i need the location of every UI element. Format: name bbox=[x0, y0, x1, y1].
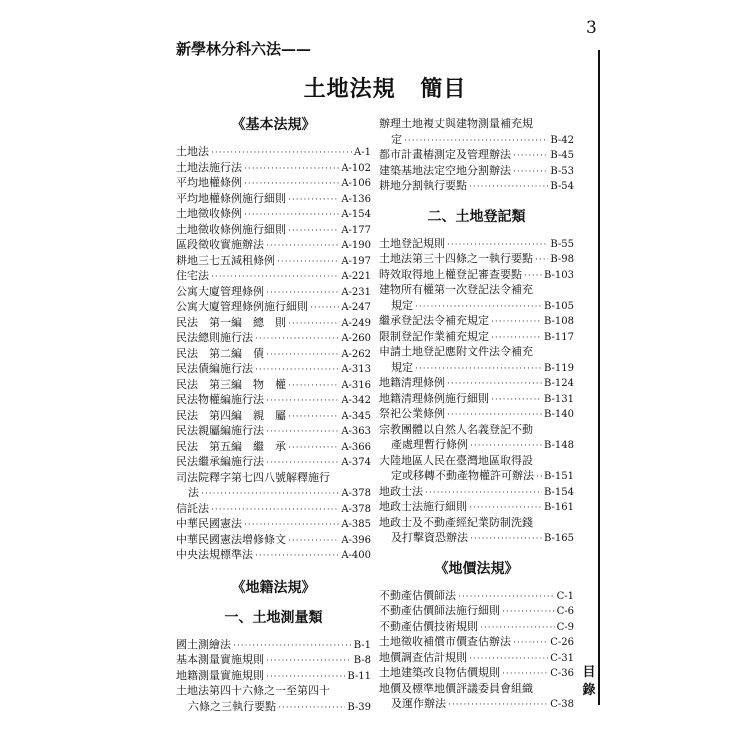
toc-entry-title: 土地法第三十四條之一執行要點 bbox=[379, 252, 533, 265]
toc-entry bbox=[379, 696, 574, 712]
toc-entry-page-code: C-26 bbox=[550, 637, 574, 648]
toc-entry-page-code: C-36 bbox=[550, 668, 574, 679]
toc-entry-title: 民法 第一編 總 則 bbox=[176, 315, 286, 329]
toc-entry-title: 信託法 bbox=[176, 501, 209, 515]
toc-entry bbox=[176, 377, 371, 393]
toc-entry-title: 時效取得地上權登記審查要點 bbox=[379, 267, 522, 281]
toc-entry-page-code: B-45 bbox=[550, 150, 574, 161]
toc-entry-page-code: B-54 bbox=[550, 181, 574, 192]
toc-entry-title: 建物所有權第一次登記法令補充 bbox=[379, 283, 533, 296]
toc-entry-title: 申請土地登記應附文件法令補充 bbox=[379, 345, 533, 358]
toc-entry bbox=[176, 439, 371, 455]
toc-entry-title: 區段徵收實施辦法 bbox=[176, 238, 264, 251]
toc-entry-page-code: A-221 bbox=[341, 271, 371, 282]
toc-entry bbox=[379, 147, 574, 163]
subsection-title-registration: 二、土地登記類 bbox=[427, 208, 526, 225]
toc-leader-dots bbox=[288, 224, 339, 240]
toc-leader-dots bbox=[288, 193, 339, 209]
toc-entry-title: 民法總則施行法 bbox=[176, 331, 253, 344]
toc-entry-page-code: A-366 bbox=[341, 441, 371, 453]
section-title-cadastral-laws: 《地籍法規》 bbox=[231, 579, 316, 596]
toc-entry-page-code: C-1 bbox=[556, 590, 574, 602]
toc-entry bbox=[379, 360, 574, 376]
toc-entry-title: 耕地三七五減租條例 bbox=[176, 253, 275, 267]
toc-entry bbox=[176, 532, 371, 548]
toc-entry-page-code: B-1 bbox=[353, 639, 371, 651]
toc-entry-title: 宗教團體以自然人名義登記不動 bbox=[379, 422, 533, 436]
toc-entry-page-code: A-260 bbox=[341, 333, 371, 344]
toc-entry bbox=[379, 375, 574, 391]
toc-entry-page-code: B-39 bbox=[347, 701, 371, 713]
toc-leader-dots bbox=[266, 654, 352, 670]
toc-entry bbox=[176, 144, 371, 160]
toc-entry bbox=[176, 315, 371, 331]
toc-entry bbox=[176, 501, 371, 517]
toc-entry bbox=[176, 408, 371, 424]
toc-entry bbox=[379, 468, 574, 484]
toc-entry bbox=[379, 236, 574, 252]
toc-entry-title: 民法債編施行法 bbox=[176, 362, 253, 375]
toc-entry-title: 土地徵收條例施行細則 bbox=[176, 222, 286, 236]
toc-entry bbox=[379, 603, 574, 619]
toc-leader-dots bbox=[310, 301, 339, 317]
toc-entry-page-code: B-154 bbox=[544, 486, 574, 498]
toc-entry-page-code: A-378 bbox=[341, 488, 371, 499]
toc-entry-page-code: B-151 bbox=[544, 471, 574, 482]
toc-entry-page-code: C-38 bbox=[550, 699, 574, 710]
toc-entry-page-code: A-385 bbox=[341, 519, 371, 530]
toc-entry-page-code: B-53 bbox=[550, 165, 574, 177]
survey-laws-list bbox=[176, 637, 371, 715]
toc-entry-page-code: B-165 bbox=[544, 533, 574, 544]
toc-entry bbox=[379, 422, 574, 438]
toc-entry bbox=[176, 516, 371, 532]
toc-entry bbox=[176, 699, 371, 715]
toc-entry-title: 土地徵收條例 bbox=[176, 207, 242, 220]
toc-entry-title: 都市計畫樁測定及管理辦法 bbox=[379, 148, 511, 161]
toc-entry-page-code: B-98 bbox=[550, 254, 574, 265]
toc-entry-title: 不動產估價師法施行細則 bbox=[379, 604, 500, 617]
toc-entry-page-code: A-374 bbox=[341, 457, 371, 468]
page-title bbox=[0, 72, 750, 103]
toc-entry bbox=[379, 484, 574, 500]
toc-entry bbox=[379, 406, 574, 422]
toc-entry bbox=[379, 681, 574, 697]
toc-entry-title: 民法繼承編施行法 bbox=[176, 455, 264, 468]
toc-entry bbox=[176, 485, 371, 501]
toc-entry-page-code: A-363 bbox=[341, 426, 371, 437]
toc-entry-page-code: A-313 bbox=[341, 364, 371, 375]
toc-leader-dots bbox=[288, 317, 339, 333]
toc-entry-page-code: A-345 bbox=[341, 410, 371, 422]
toc-entry-title: 地價及標準地價評議委員會組織 bbox=[379, 681, 533, 695]
toc-entry-title: 司法院釋字第七四八號解釋施行 bbox=[176, 470, 330, 484]
toc-entry-title: 民法物權編施行法 bbox=[176, 393, 264, 406]
toc-entry bbox=[176, 683, 371, 699]
toc-entry-title: 辦理土地複丈與建物測量補充規 bbox=[379, 117, 533, 130]
toc-entry-title: 六條之三執行要點 bbox=[188, 699, 276, 713]
toc-entry-title: 中華民國憲法增修條文 bbox=[176, 532, 286, 546]
toc-entry-page-code: B-108 bbox=[544, 316, 574, 327]
survey-laws-list-continued bbox=[379, 116, 574, 194]
toc-entry-page-code: B-124 bbox=[544, 378, 574, 389]
toc-entry bbox=[176, 346, 371, 362]
toc-leader-dots bbox=[288, 379, 339, 395]
toc-entry-page-code: A-342 bbox=[341, 395, 371, 406]
basic-laws-list bbox=[176, 144, 371, 563]
toc-entry-page-code: B-148 bbox=[544, 440, 574, 451]
toc-entry-title: 土地法施行法 bbox=[176, 160, 242, 174]
toc-leader-dots bbox=[448, 698, 548, 714]
toc-entry bbox=[176, 191, 371, 207]
toc-entry bbox=[379, 298, 574, 314]
toc-entry bbox=[176, 470, 371, 486]
toc-entry-title: 土地登記規則 bbox=[379, 236, 445, 250]
toc-entry bbox=[379, 619, 574, 635]
toc-entry bbox=[379, 650, 574, 666]
toc-entry-title: 土地徵收補償市價查估辦法 bbox=[379, 635, 511, 648]
section-title-land-value-laws: 《地價法規》 bbox=[434, 560, 519, 577]
toc-entry-page-code: A-177 bbox=[341, 224, 371, 236]
toc-entry-page-code: B-8 bbox=[353, 655, 371, 666]
toc-entry-title: 地價調查估計規則 bbox=[379, 650, 467, 664]
toc-entry-page-code: A-190 bbox=[341, 240, 371, 251]
toc-entry-title: 國土測繪法 bbox=[176, 637, 231, 651]
toc-entry bbox=[176, 160, 371, 176]
toc-entry bbox=[379, 163, 574, 179]
toc-entry-title: 住宅法 bbox=[176, 269, 209, 282]
toc-entry-page-code: B-161 bbox=[544, 502, 574, 513]
right-column bbox=[379, 116, 574, 712]
toc-entry-page-code: A-102 bbox=[341, 162, 371, 174]
toc-entry-page-code: B-11 bbox=[347, 670, 371, 682]
toc-entry bbox=[176, 284, 371, 300]
toc-leader-dots bbox=[288, 534, 339, 550]
toc-entry-page-code: A-378 bbox=[341, 503, 371, 515]
toc-leader-dots bbox=[288, 441, 339, 457]
toc-entry-title: 建築基地法定空地分割辦法 bbox=[379, 163, 511, 177]
left-column bbox=[176, 114, 371, 714]
toc-entry bbox=[176, 222, 371, 238]
toc-leader-dots bbox=[278, 701, 345, 717]
toc-entry bbox=[379, 515, 574, 531]
toc-entry-page-code: C-31 bbox=[550, 652, 574, 664]
toc-leader-dots bbox=[244, 162, 339, 178]
toc-entry-page-code: A-262 bbox=[341, 348, 371, 360]
toc-entry bbox=[176, 668, 371, 684]
toc-entry-page-code: B-140 bbox=[544, 409, 574, 420]
toc-entry bbox=[176, 253, 371, 269]
toc-entry-title: 祭祀公業條例 bbox=[379, 407, 445, 420]
toc-entry-page-code: A-249 bbox=[341, 317, 371, 329]
toc-entry-title: 地籍清理條例施行細則 bbox=[379, 391, 489, 405]
toc-entry-title: 土地建築改良物估價規則 bbox=[379, 666, 500, 679]
toc-entry-title: 民法 第四編 親 屬 bbox=[176, 408, 286, 422]
toc-leader-dots bbox=[513, 149, 548, 165]
toc-entry-title: 土地法第四十六條之一至第四十 bbox=[176, 684, 330, 697]
toc-entry-page-code: B-103 bbox=[544, 269, 574, 281]
page-title-part2: 簡目 bbox=[420, 76, 467, 102]
toc-entry-title: 地籍清理條例 bbox=[379, 376, 445, 389]
subsection-title-survey: 一、土地測量類 bbox=[224, 609, 323, 626]
toc-leader-dots bbox=[535, 253, 548, 269]
toc-entry bbox=[379, 588, 574, 604]
toc-entry-title: 法 bbox=[188, 486, 199, 499]
toc-entry-title: 地政士法 bbox=[379, 484, 423, 498]
toc-entry bbox=[379, 251, 574, 267]
toc-entry-title: 中華民國憲法 bbox=[176, 517, 242, 530]
toc-leader-dots bbox=[470, 532, 542, 548]
toc-entry bbox=[176, 652, 371, 668]
toc-entry-page-code: B-119 bbox=[544, 362, 574, 374]
toc-leader-dots bbox=[277, 255, 339, 271]
toc-entry-page-code: A-1 bbox=[354, 147, 371, 158]
toc-entry-page-code: B-42 bbox=[550, 134, 574, 146]
right-rule bbox=[598, 50, 600, 705]
toc-entry bbox=[379, 282, 574, 298]
toc-entry-page-code: A-136 bbox=[341, 193, 371, 205]
toc-entry-title: 平均地權條例施行細則 bbox=[176, 191, 286, 205]
toc-entry-title: 民法 第二編 債 bbox=[176, 346, 264, 360]
side-tab-char-1: 目 bbox=[582, 665, 596, 680]
toc-entry-title: 產處理暫行條例 bbox=[391, 438, 468, 451]
toc-entry bbox=[379, 453, 574, 469]
toc-entry-title: 規定 bbox=[391, 298, 413, 312]
toc-entry-page-code: A-400 bbox=[341, 550, 371, 561]
toc-entry-title: 公寓大廈管理條例 bbox=[176, 284, 264, 298]
toc-entry-title: 及打擊資恐辦法 bbox=[391, 531, 468, 544]
toc-leader-dots bbox=[255, 549, 339, 565]
toc-leader-dots bbox=[469, 180, 548, 196]
toc-leader-dots bbox=[491, 393, 542, 409]
toc-entry bbox=[379, 344, 574, 360]
toc-entry-page-code: B-117 bbox=[544, 331, 574, 343]
toc-entry-title: 大陸地區人民在臺灣地區取得設 bbox=[379, 453, 533, 467]
side-tab-char-2: 錄 bbox=[582, 683, 596, 698]
section-title-basic-laws: 《基本法規》 bbox=[231, 117, 316, 133]
toc-entry-page-code: B-55 bbox=[550, 238, 574, 250]
toc-leader-dots bbox=[255, 332, 339, 348]
toc-entry bbox=[176, 637, 371, 653]
toc-entry-title: 不動產估價師法 bbox=[379, 588, 456, 602]
toc-entry bbox=[176, 547, 371, 563]
toc-entry-title: 公寓大廈管理條例施行細則 bbox=[176, 300, 308, 313]
toc-entry-title: 不動產估價技術規則 bbox=[379, 619, 478, 633]
toc-entry bbox=[379, 499, 574, 515]
toc-leader-dots bbox=[513, 165, 548, 181]
toc-entry-title: 繼承登記法令補充規定 bbox=[379, 314, 489, 327]
toc-entry-page-code: C-6 bbox=[556, 606, 574, 617]
toc-entry bbox=[379, 178, 574, 194]
toc-entry bbox=[379, 329, 574, 345]
toc-entry-page-code: A-106 bbox=[341, 178, 371, 189]
toc-entry-page-code: A-396 bbox=[341, 534, 371, 546]
toc-leader-dots bbox=[201, 487, 339, 503]
toc-entry-title: 地政士法施行細則 bbox=[379, 500, 467, 513]
toc-entry bbox=[379, 665, 574, 681]
toc-entry-title: 地籍測量實施規則 bbox=[176, 668, 264, 682]
toc-entry bbox=[176, 330, 371, 346]
toc-entry-title: 基本測量實施規則 bbox=[176, 653, 264, 666]
land-value-laws-list bbox=[379, 588, 574, 712]
toc-entry bbox=[176, 237, 371, 253]
toc-entry-title: 民法親屬編施行法 bbox=[176, 424, 264, 437]
toc-leader-dots bbox=[491, 315, 542, 331]
toc-entry-title: 及運作辦法 bbox=[391, 697, 446, 710]
toc-entry-title: 地政士及不動產經紀業防制洗錢 bbox=[379, 515, 533, 529]
page-number: 3 bbox=[586, 18, 597, 38]
series-title: 新學林分科六法—— bbox=[176, 40, 312, 58]
toc-entry-title: 限制登記作業補充規定 bbox=[379, 329, 489, 343]
toc-entry-page-code: A-197 bbox=[341, 255, 371, 267]
toc-entry-page-code: C-9 bbox=[556, 621, 574, 633]
toc-leader-dots bbox=[536, 470, 542, 486]
toc-entry bbox=[176, 299, 371, 315]
toc-entry-title: 中央法規標準法 bbox=[176, 548, 253, 561]
toc-leader-dots bbox=[288, 410, 339, 426]
toc-entry-page-code: A-231 bbox=[341, 286, 371, 298]
toc-leader-dots bbox=[513, 636, 548, 652]
toc-entry-title: 定或移轉不動產物權許可辦法 bbox=[391, 469, 534, 482]
toc-entry bbox=[379, 267, 574, 283]
toc-entry-title: 土地法 bbox=[176, 145, 209, 158]
toc-entry bbox=[176, 268, 371, 284]
toc-entry bbox=[176, 175, 371, 191]
toc-entry bbox=[379, 437, 574, 453]
toc-leader-dots bbox=[502, 605, 555, 621]
page-title-part1: 土地法規 bbox=[303, 76, 396, 102]
toc-entry bbox=[379, 634, 574, 650]
registration-laws-list bbox=[379, 236, 574, 546]
toc-entry-title: 民法 第五編 繼 承 bbox=[176, 439, 286, 453]
toc-entry-page-code: A-316 bbox=[341, 379, 371, 391]
toc-entry bbox=[379, 116, 574, 132]
toc-entry-title: 定 bbox=[391, 132, 402, 146]
toc-entry bbox=[176, 392, 371, 408]
toc-entry bbox=[379, 132, 574, 148]
toc-entry bbox=[176, 206, 371, 222]
toc-entry-page-code: A-247 bbox=[341, 302, 371, 313]
toc-entry bbox=[379, 391, 574, 407]
toc-entry-page-code: B-105 bbox=[544, 300, 574, 312]
toc-entry-page-code: B-131 bbox=[544, 393, 574, 405]
toc-entry bbox=[176, 361, 371, 377]
toc-entry-title: 規定 bbox=[391, 360, 413, 374]
toc-entry bbox=[176, 423, 371, 439]
side-tab-contents bbox=[578, 664, 600, 700]
toc-entry-title: 耕地分割執行要點 bbox=[379, 179, 467, 192]
toc-leader-dots bbox=[266, 348, 339, 364]
toc-leader-dots bbox=[266, 239, 339, 255]
toc-entry-title: 平均地權條例 bbox=[176, 176, 242, 189]
toc-entry-title: 民法 第三編 物 權 bbox=[176, 377, 286, 391]
toc-entry-page-code: A-154 bbox=[341, 209, 371, 220]
toc-entry bbox=[379, 530, 574, 546]
toc-entry bbox=[176, 454, 371, 470]
toc-entry bbox=[379, 313, 574, 329]
